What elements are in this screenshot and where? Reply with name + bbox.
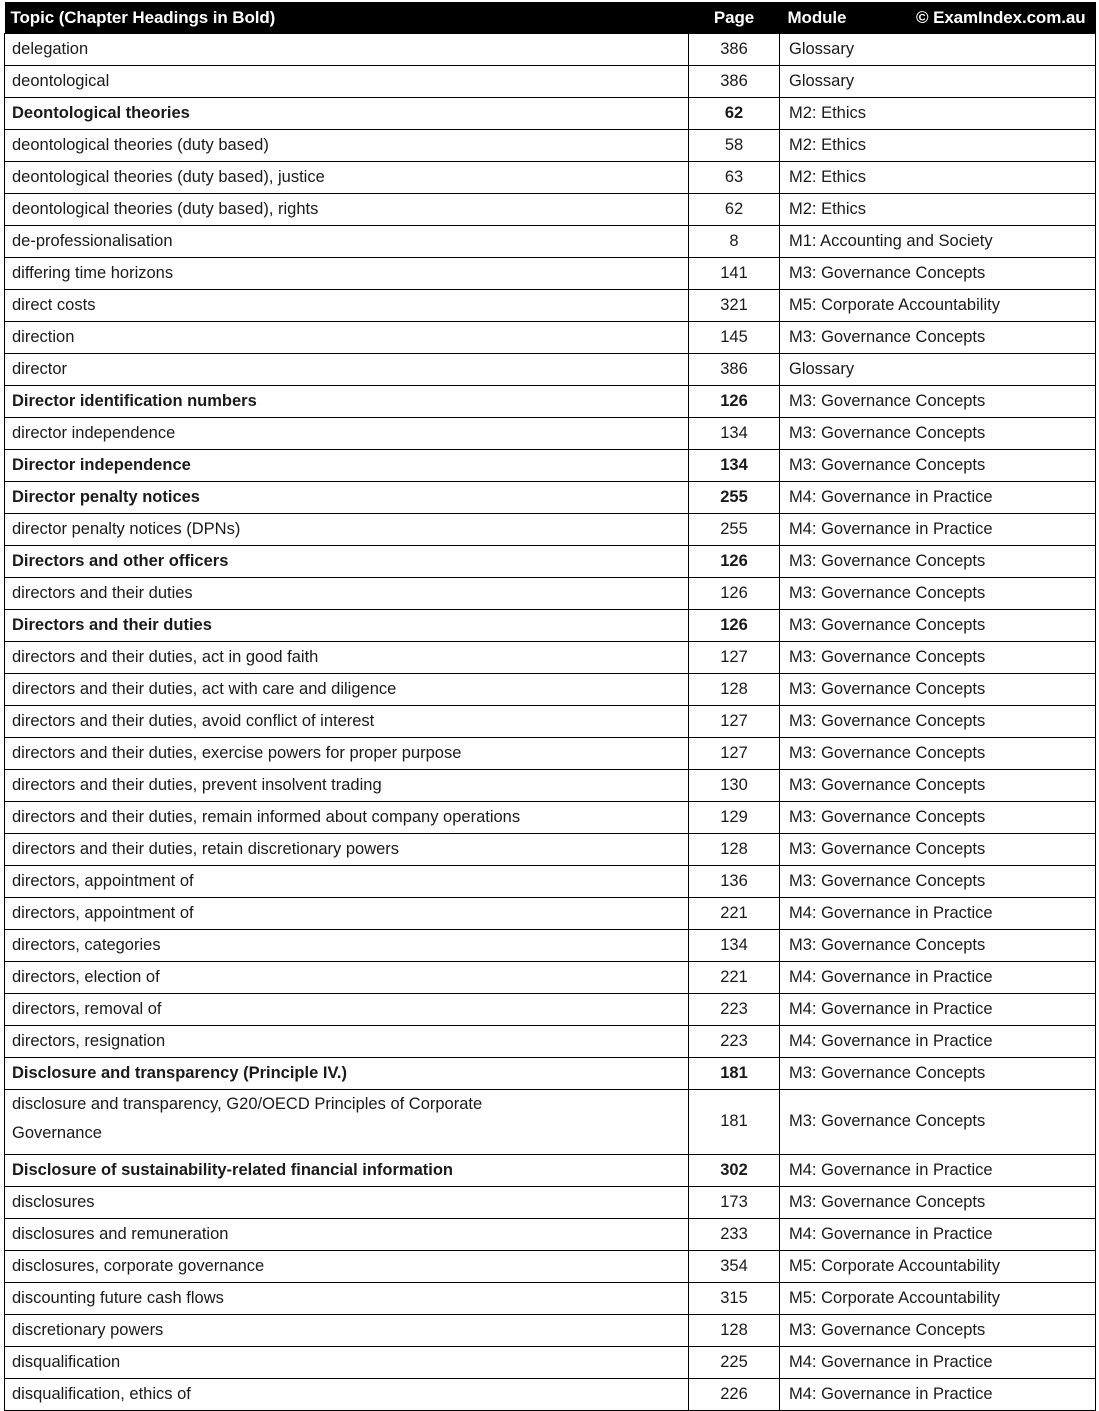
cell-topic: Directors and their duties: [5, 610, 689, 642]
cell-topic: directors, appointment of: [5, 866, 689, 898]
cell-page: 181: [689, 1058, 780, 1090]
cell-module: M1: Accounting and Society: [780, 226, 1096, 258]
cell-topic: differing time horizons: [5, 258, 689, 290]
cell-page: 223: [689, 994, 780, 1026]
table-row: [5, 322, 1096, 354]
cell-module: M3: Governance Concepts: [780, 322, 1096, 354]
cell-module: M3: Governance Concepts: [780, 706, 1096, 738]
column-header-module-label: Module: [787, 7, 847, 27]
table-row: [5, 386, 1096, 418]
table-row: [5, 578, 1096, 610]
cell-page: 221: [689, 898, 780, 930]
cell-page: 129: [689, 802, 780, 834]
cell-page: 141: [689, 258, 780, 290]
table-row: [5, 610, 1096, 642]
cell-module: M3: Governance Concepts: [780, 642, 1096, 674]
table-row: [5, 1155, 1096, 1187]
cell-page: 173: [689, 1187, 780, 1219]
table-row: [5, 1026, 1096, 1058]
cell-topic: de-professionalisation: [5, 226, 689, 258]
cell-module: M4: Governance in Practice: [780, 994, 1096, 1026]
cell-page: 221: [689, 962, 780, 994]
table-row: [5, 514, 1096, 546]
cell-page: 130: [689, 770, 780, 802]
cell-page: 134: [689, 418, 780, 450]
cell-topic: disqualification, ethics of: [5, 1379, 689, 1411]
cell-module: M2: Ethics: [780, 130, 1096, 162]
table-row: [5, 226, 1096, 258]
cell-page: 255: [689, 514, 780, 546]
cell-page: 128: [689, 1315, 780, 1347]
table-row: [5, 642, 1096, 674]
cell-page: 136: [689, 866, 780, 898]
cell-module: M4: Governance in Practice: [780, 898, 1096, 930]
cell-page: 386: [689, 34, 780, 66]
cell-module: Glossary: [780, 34, 1096, 66]
cell-module: M4: Governance in Practice: [780, 1219, 1096, 1251]
cell-topic: directors, appointment of: [5, 898, 689, 930]
cell-module: M2: Ethics: [780, 98, 1096, 130]
column-header-topic: Topic (Chapter Headings in Bold): [5, 2, 689, 34]
cell-module: M3: Governance Concepts: [780, 930, 1096, 962]
cell-topic: disclosures: [5, 1187, 689, 1219]
cell-module: M3: Governance Concepts: [780, 770, 1096, 802]
table-row: [5, 130, 1096, 162]
cell-topic: disclosures and remuneration: [5, 1219, 689, 1251]
table-body: [5, 34, 1096, 1411]
cell-topic: directors and their duties, act with care and diligence: [5, 674, 689, 706]
cell-topic: direction: [5, 322, 689, 354]
cell-module: M4: Governance in Practice: [780, 1347, 1096, 1379]
table-row: [5, 898, 1096, 930]
cell-page: 134: [689, 450, 780, 482]
cell-module: M5: Corporate Accountability: [780, 1283, 1096, 1315]
table-row: [5, 706, 1096, 738]
column-header-page: Page: [689, 2, 780, 34]
cell-topic: Director independence: [5, 450, 689, 482]
cell-module: M4: Governance in Practice: [780, 962, 1096, 994]
cell-topic: director independence: [5, 418, 689, 450]
cell-topic: disclosures, corporate governance: [5, 1251, 689, 1283]
table-row: [5, 1315, 1096, 1347]
cell-module: M3: Governance Concepts: [780, 866, 1096, 898]
cell-module: M3: Governance Concepts: [780, 738, 1096, 770]
cell-topic: direct costs: [5, 290, 689, 322]
cell-topic: directors and their duties: [5, 578, 689, 610]
table-row: [5, 546, 1096, 578]
cell-module: M3: Governance Concepts: [780, 258, 1096, 290]
table-row: [5, 258, 1096, 290]
cell-page: 62: [689, 98, 780, 130]
cell-module: M3: Governance Concepts: [780, 386, 1096, 418]
cell-page: 126: [689, 578, 780, 610]
cell-topic: deontological theories (duty based), justice: [5, 162, 689, 194]
cell-module: M3: Governance Concepts: [780, 546, 1096, 578]
cell-module: M3: Governance Concepts: [780, 1058, 1096, 1090]
cell-page: 386: [689, 66, 780, 98]
cell-module: M4: Governance in Practice: [780, 514, 1096, 546]
cell-page: 128: [689, 834, 780, 866]
cell-topic: Director penalty notices: [5, 482, 689, 514]
table-row: [5, 866, 1096, 898]
cell-topic: directors and their duties, act in good faith: [5, 642, 689, 674]
table-row: [5, 1347, 1096, 1379]
cell-page: 63: [689, 162, 780, 194]
cell-page: 145: [689, 322, 780, 354]
cell-page: 233: [689, 1219, 780, 1251]
table-header-row: [5, 2, 1096, 34]
table-row: [5, 930, 1096, 962]
cell-topic: discretionary powers: [5, 1315, 689, 1347]
book-index-table: [4, 2, 1096, 1411]
cell-topic: directors and their duties, avoid conflict of interest: [5, 706, 689, 738]
cell-page: 127: [689, 738, 780, 770]
table-row: [5, 162, 1096, 194]
table-row: [5, 1283, 1096, 1315]
cell-page: 134: [689, 930, 780, 962]
table-row: [5, 418, 1096, 450]
cell-page: 58: [689, 130, 780, 162]
cell-topic: Deontological theories: [5, 98, 689, 130]
cell-module: M4: Governance in Practice: [780, 1155, 1096, 1187]
cell-module: M3: Governance Concepts: [780, 418, 1096, 450]
cell-page: 225: [689, 1347, 780, 1379]
cell-topic: directors, election of: [5, 962, 689, 994]
cell-module: M3: Governance Concepts: [780, 674, 1096, 706]
table-row: [5, 802, 1096, 834]
cell-page: 128: [689, 674, 780, 706]
cell-module: M3: Governance Concepts: [780, 834, 1096, 866]
cell-topic: delegation: [5, 34, 689, 66]
cell-topic: director: [5, 354, 689, 386]
cell-topic: [5, 1090, 689, 1155]
cell-topic-line-2: Governance: [12, 1124, 102, 1143]
table-row: [5, 450, 1096, 482]
cell-page: 8: [689, 226, 780, 258]
cell-module: M4: Governance in Practice: [780, 1026, 1096, 1058]
table-row: [5, 66, 1096, 98]
cell-topic: directors and their duties, prevent insolvent trading: [5, 770, 689, 802]
cell-topic: discounting future cash flows: [5, 1283, 689, 1315]
cell-topic: Disclosure of sustainability-related financial information: [5, 1155, 689, 1187]
table-row: [5, 1090, 1096, 1155]
cell-module: M5: Corporate Accountability: [780, 1251, 1096, 1283]
table-row: [5, 674, 1096, 706]
cell-page: 127: [689, 642, 780, 674]
table-row: [5, 738, 1096, 770]
cell-page: 386: [689, 354, 780, 386]
cell-topic: directors and their duties, retain discretionary powers: [5, 834, 689, 866]
cell-topic: disqualification: [5, 1347, 689, 1379]
cell-module: Glossary: [780, 66, 1096, 98]
cell-module: M3: Governance Concepts: [780, 1090, 1096, 1155]
cell-page: 315: [689, 1283, 780, 1315]
cell-page: 126: [689, 546, 780, 578]
table-row: [5, 1379, 1096, 1411]
cell-page: 226: [689, 1379, 780, 1411]
cell-page: 181: [689, 1090, 780, 1155]
cell-module: M2: Ethics: [780, 162, 1096, 194]
cell-topic: directors and their duties, exercise powers for proper purpose: [5, 738, 689, 770]
cell-module: M3: Governance Concepts: [780, 802, 1096, 834]
table-row: [5, 34, 1096, 66]
cell-page: 126: [689, 386, 780, 418]
table-row: [5, 770, 1096, 802]
cell-page: 127: [689, 706, 780, 738]
cell-page: 354: [689, 1251, 780, 1283]
cell-page: 62: [689, 194, 780, 226]
column-header-module: [780, 2, 1096, 34]
cell-page: 126: [689, 610, 780, 642]
cell-module: M4: Governance in Practice: [780, 1379, 1096, 1411]
cell-topic: Directors and other officers: [5, 546, 689, 578]
table-header: [5, 2, 1096, 34]
cell-module: Glossary: [780, 354, 1096, 386]
cell-page: 321: [689, 290, 780, 322]
cell-topic: deontological: [5, 66, 689, 98]
cell-module: M3: Governance Concepts: [780, 450, 1096, 482]
cell-module: M4: Governance in Practice: [780, 482, 1096, 514]
table-row: [5, 482, 1096, 514]
table-row: [5, 354, 1096, 386]
copyright-credit: © ExamIndex.com.au: [916, 7, 1086, 27]
cell-page: 255: [689, 482, 780, 514]
cell-module: M3: Governance Concepts: [780, 1315, 1096, 1347]
table-row: [5, 962, 1096, 994]
table-row: [5, 1187, 1096, 1219]
table-row: [5, 290, 1096, 322]
cell-topic: directors, resignation: [5, 1026, 689, 1058]
cell-page: 223: [689, 1026, 780, 1058]
table-row: [5, 834, 1096, 866]
cell-module: M2: Ethics: [780, 194, 1096, 226]
table-row: [5, 194, 1096, 226]
table-row: [5, 98, 1096, 130]
cell-topic: deontological theories (duty based), rights: [5, 194, 689, 226]
cell-topic: deontological theories (duty based): [5, 130, 689, 162]
cell-module: M5: Corporate Accountability: [780, 290, 1096, 322]
table-row: [5, 1251, 1096, 1283]
table-row: [5, 994, 1096, 1026]
cell-module: M3: Governance Concepts: [780, 610, 1096, 642]
cell-topic: Director identification numbers: [5, 386, 689, 418]
table-row: [5, 1219, 1096, 1251]
cell-topic: directors, categories: [5, 930, 689, 962]
cell-topic-line-1: disclosure and transparency, G20/OECD Principles of Corporate: [12, 1095, 483, 1113]
cell-topic: Disclosure and transparency (Principle IV.): [5, 1058, 689, 1090]
cell-module: M3: Governance Concepts: [780, 578, 1096, 610]
cell-page: 302: [689, 1155, 780, 1187]
cell-topic: director penalty notices (DPNs): [5, 514, 689, 546]
cell-topic: directors and their duties, remain informed about company operations: [5, 802, 689, 834]
cell-module: M3: Governance Concepts: [780, 1187, 1096, 1219]
cell-topic: directors, removal of: [5, 994, 689, 1026]
table-row: [5, 1058, 1096, 1090]
